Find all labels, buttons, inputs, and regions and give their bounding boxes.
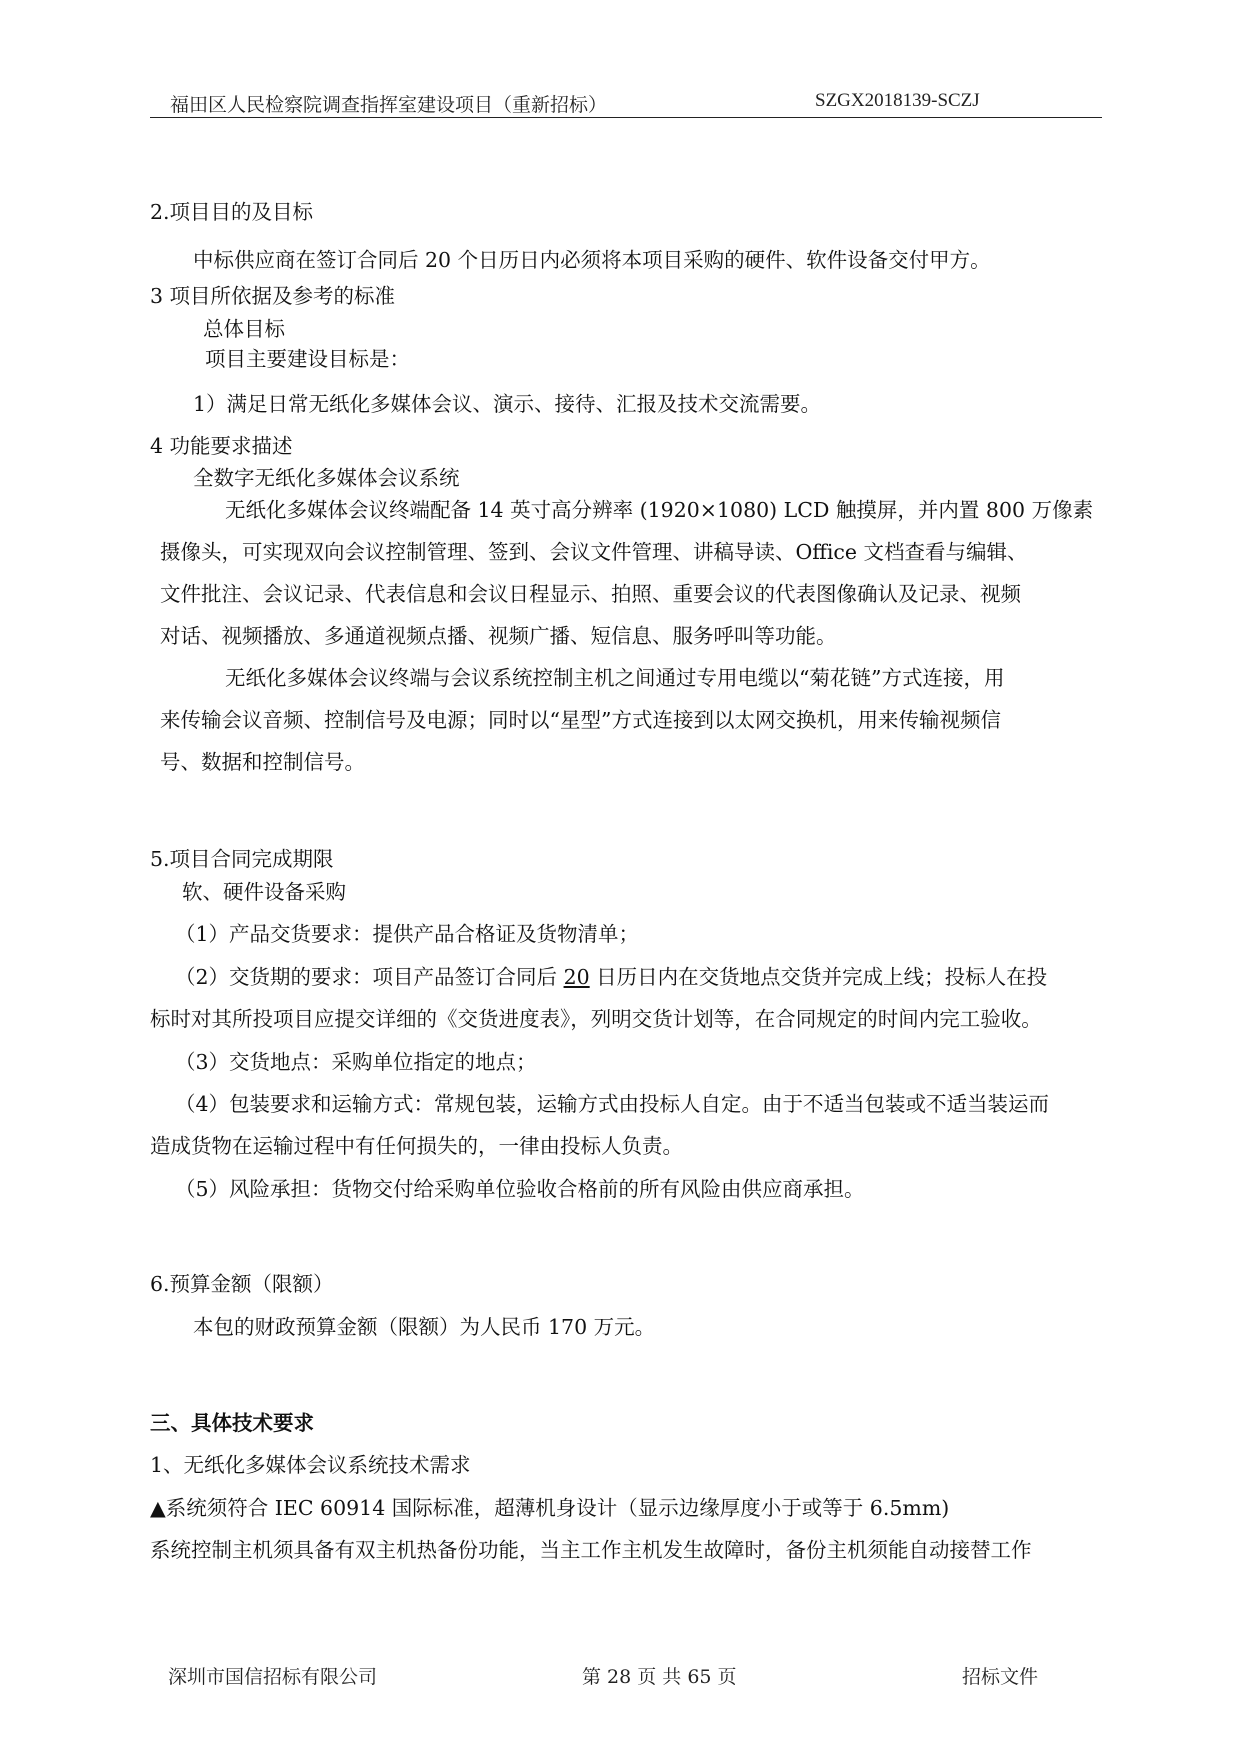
header-title: 福田区人民检察院调查指挥室建设项目（重新招标） bbox=[170, 94, 608, 116]
section-2-title: 2.项目目的及目标 bbox=[150, 200, 314, 224]
section-3-item-1: 1）满足日常无纸化多媒体会议、演示、接待、汇报及技术交流需要。 bbox=[193, 392, 822, 416]
part-3-title: 三、具体技术要求 bbox=[150, 1411, 314, 1435]
section-3-subtitle: 总体目标 bbox=[203, 317, 285, 341]
part-3-line2: 系统控制主机须具备有双主机热备份功能，当主工作主机发生故障时，备份主机须能自动接替工作 bbox=[150, 1538, 1032, 1562]
section-5-item-2-line2: 标时对其所投项目应提交详细的《交货进度表》，列明交货计划等，在合同规定的时间内完工验收。 bbox=[150, 1007, 1042, 1031]
section-4-p2-line1: 无纸化多媒体会议终端与会议系统控制主机之间通过专用电缆以“菊花链”方式连接，用 bbox=[225, 666, 1005, 690]
section-5-item-3: （3）交货地点：采购单位指定的地点； bbox=[175, 1050, 537, 1074]
section-4-p1-line3: 文件批注、会议记录、代表信息和会议日程显示、拍照、重要会议的代表图像确认及记录、视频 bbox=[160, 582, 1021, 606]
part-3-subtitle: 1、无纸化多媒体会议系统技术需求 bbox=[150, 1453, 471, 1477]
section-4-p1-line1: 无纸化多媒体会议终端配备 14 英寸高分辨率 (1920×1080) LCD 触摸屏，并内置 800 万像素 bbox=[225, 498, 1094, 522]
section-3-lead: 项目主要建设目标是： bbox=[205, 347, 410, 371]
section-4-p1-line4: 对话、视频播放、多通道视频点播、视频广播、短信息、服务呼叫等功能。 bbox=[160, 624, 837, 648]
footer-page-number: 第 28 页 共 65 页 bbox=[582, 1666, 737, 1688]
footer-doc-type: 招标文件 bbox=[962, 1666, 1039, 1688]
section-5-item-2-line1 bbox=[175, 963, 1047, 991]
header-rule bbox=[150, 117, 1102, 118]
section-4-p1-line2: 摄像头，可实现双向会议控制管理、签到、会议文件管理、讲稿导读、Office 文档查看与编辑、 bbox=[160, 540, 1028, 564]
section-4-p2-line2: 来传输会议音频、控制信号及电源；同时以“星型”方式连接到以太网交换机，用来传输视频信 bbox=[160, 708, 1001, 732]
delivery-days: 20 bbox=[563, 965, 590, 989]
section-6-title: 6.预算金额（限额） bbox=[150, 1272, 334, 1296]
section-3-title: 3 项目所依据及参考的标准 bbox=[150, 284, 396, 308]
section-5-subtitle: 软、硬件设备采购 bbox=[182, 880, 346, 904]
section-2-text: 中标供应商在签订合同后 20 个日历日内必须将本项目采购的硬件、软件设备交付甲方。 bbox=[193, 248, 991, 272]
item-2-text-b: 日历日内在交货地点交货并完成上线；投标人在投 bbox=[589, 965, 1048, 989]
section-5-item-4-line2: 造成货物在运输过程中有任何损失的，一律由投标人负责。 bbox=[150, 1134, 683, 1158]
section-5-item-1: （1）产品交货要求：提供产品合格证及货物清单； bbox=[175, 922, 640, 946]
section-4-title: 4 功能要求描述 bbox=[150, 434, 293, 458]
part-3-line1: ▲系统须符合 IEC 60914 国际标准，超薄机身设计（显示边缘厚度小于或等于 6.5mm) bbox=[150, 1496, 950, 1520]
footer-company: 深圳市国信招标有限公司 bbox=[168, 1666, 378, 1688]
section-4-subtitle: 全数字无纸化多媒体会议系统 bbox=[193, 466, 460, 490]
header-code: SZGX2018139-SCZJ bbox=[815, 90, 980, 111]
section-4-p2-line3: 号、数据和控制信号。 bbox=[160, 750, 365, 774]
section-5-item-4-line1: （4）包装要求和运输方式：常规包装，运输方式由投标人自定。由于不适当包装或不适当装运而 bbox=[175, 1092, 1050, 1116]
item-2-text-a: （2）交货期的要求：项目产品签订合同后 bbox=[175, 965, 564, 989]
section-5-title: 5.项目合同完成期限 bbox=[150, 847, 334, 871]
section-6-text: 本包的财政预算金额（限额）为人民币 170 万元。 bbox=[193, 1315, 656, 1339]
page-header bbox=[150, 90, 1102, 120]
section-5-item-5: （5）风险承担：货物交付给采购单位验收合格前的所有风险由供应商承担。 bbox=[175, 1177, 865, 1201]
